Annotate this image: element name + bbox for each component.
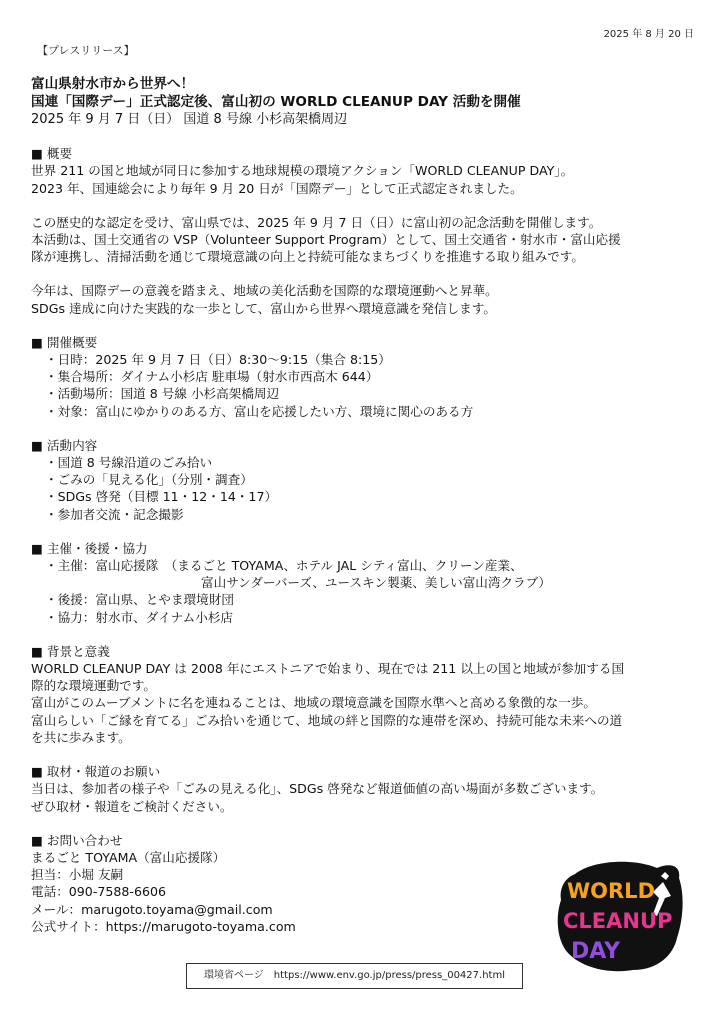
document-body (31, 75, 681, 935)
event-item: ・集合場所：ダイナム小杉店 駐車場（射水市西高木 644） (45, 369, 379, 385)
contact-phone: 電話：090-7588-6606 (31, 884, 167, 900)
background-heading: ■ 背景と意義 (31, 643, 110, 659)
contact-org: まるごと TOYAMA（富山応援隊） (31, 849, 226, 865)
event-subtitle: 2025 年 9 月 7 日（日） 国道 8 号線 小杉高架橋周辺 (31, 112, 348, 127)
background-text: 際的な環境運動です。 (31, 678, 156, 694)
press-text: 当日は、参加者の様子や「ごみの見える化」、SDGs 啓発など報道価値の高い場面が多数ございます。 (31, 781, 604, 797)
contact-email[interactable]: メール：marugoto.toyama@gmail.com (31, 901, 273, 917)
press-text: ぜひ取材・報道をご検討ください。 (31, 798, 233, 814)
background-text: 富山らしい「ご縁を育てる」ごみ拾いを通じて、地域の絆と国際的な連帯を深め、持続可能な未来への道 (31, 712, 623, 728)
environment-ministry-link[interactable]: 環境省ページ https://www.env.go.jp/press/press_00427.html (186, 963, 523, 989)
event-item: ・活動場所：国道 8 号線 小杉高架橋周辺 (45, 386, 280, 402)
overview-text: 世界 211 の国と地域が同日に参加する地球規模の環境アクション「WORLD CLEANUP DAY」。 (31, 163, 574, 179)
event-item: ・日時：2025 年 9 月 7 日（日）8:30～9:15（集合 8:15） (45, 352, 391, 368)
host-line: 富山サンダーバーズ、ユースキン製薬、美しい富山湾クラブ） (201, 575, 551, 591)
logo-word-day: DAY (571, 939, 621, 964)
background-text: 富山がこのムーブメントに名を連ねることは、地域の環境意識を国際水準へと高める象徴的な一歩。 (31, 695, 596, 711)
contact-website[interactable]: 公式サイト：https://marugoto-toyama.com (31, 918, 296, 934)
activity-item: ・参加者交流・記念撮影 (45, 506, 184, 522)
background-text: WORLD CLEANUP DAY は 2008 年にエストニアで始まり、現在では 211 以上の国と地域が参加する国 (31, 661, 625, 677)
support-line: ・後援：富山県、とやま環境財団 (45, 592, 234, 608)
activity-item: ・ごみの「見える化」（分別・調査） (45, 472, 253, 488)
activity-item: ・国道 8 号線沿道のごみ拾い (45, 455, 213, 471)
contact-person: 担当：小堀 友嗣 (31, 867, 124, 883)
release-date: 2025 年 8 月 20 日 (603, 29, 694, 40)
overview-heading: ■ 概要 (31, 146, 73, 162)
release-label: 【プレスリリース】 (37, 44, 135, 57)
contact-heading: ■ お問い合わせ (31, 832, 123, 848)
activity-item: ・SDGs 啓発（目標 11・12・14・17） (45, 489, 278, 505)
title-line-1: 富山県射水市から世界へ！ (31, 76, 195, 92)
logo-word-cleanup: CLEANUP (563, 909, 673, 933)
overview-text: 2023 年、国連総会により毎年 9 月 20 日が「国際デー」として正式認定されました。 (31, 180, 523, 196)
overview-text: 隊が連携し、清掃活動を通じて環境意識の向上と持続可能なまちづくりを推進する取り組みです。 (31, 249, 584, 265)
event-item: ・対象：富山にゆかりのある方、富山を応援したい方、環境に関心のある方 (45, 403, 474, 419)
overview-text: この歴史的な認定を受け、富山県では、2025 年 9 月 7 日（日）に富山初の記念活動を開催します。 (31, 214, 602, 230)
organizers-heading: ■ 主催・後援・協力 (31, 540, 148, 556)
press-heading: ■ 取材・報道のお願い (31, 764, 161, 780)
cooperation-line: ・協力：射水市、ダイナム小杉店 (45, 609, 234, 625)
overview-text: 今年は、国際デーの意義を踏まえ、地域の美化活動を国際的な環境運動へと昇華。 (31, 283, 498, 299)
event-heading: ■ 開催概要 (31, 334, 98, 350)
overview-text: SDGs 達成に向けた実践的な一歩として、富山から世界へ環境意識を発信します。 (31, 300, 496, 316)
background-text: を共に歩みます。 (31, 729, 131, 745)
title-line-2: 国連「国際デー」正式認定後、富山初の WORLD CLEANUP DAY 活動を開催 (31, 94, 521, 110)
host-line: ・主催：富山応援隊 （まるごと TOYAMA、ホテル JAL シティ富山、クリーン産業、 (45, 558, 523, 574)
logo-word-world: WORLD (567, 879, 655, 903)
activities-heading: ■ 活動内容 (31, 437, 98, 453)
overview-text: 本活動は、国土交通省の VSP（Volunteer Support Program）として、国土交通省・射水市・富山応援 (31, 232, 621, 248)
world-cleanup-day-logo (553, 856, 687, 974)
